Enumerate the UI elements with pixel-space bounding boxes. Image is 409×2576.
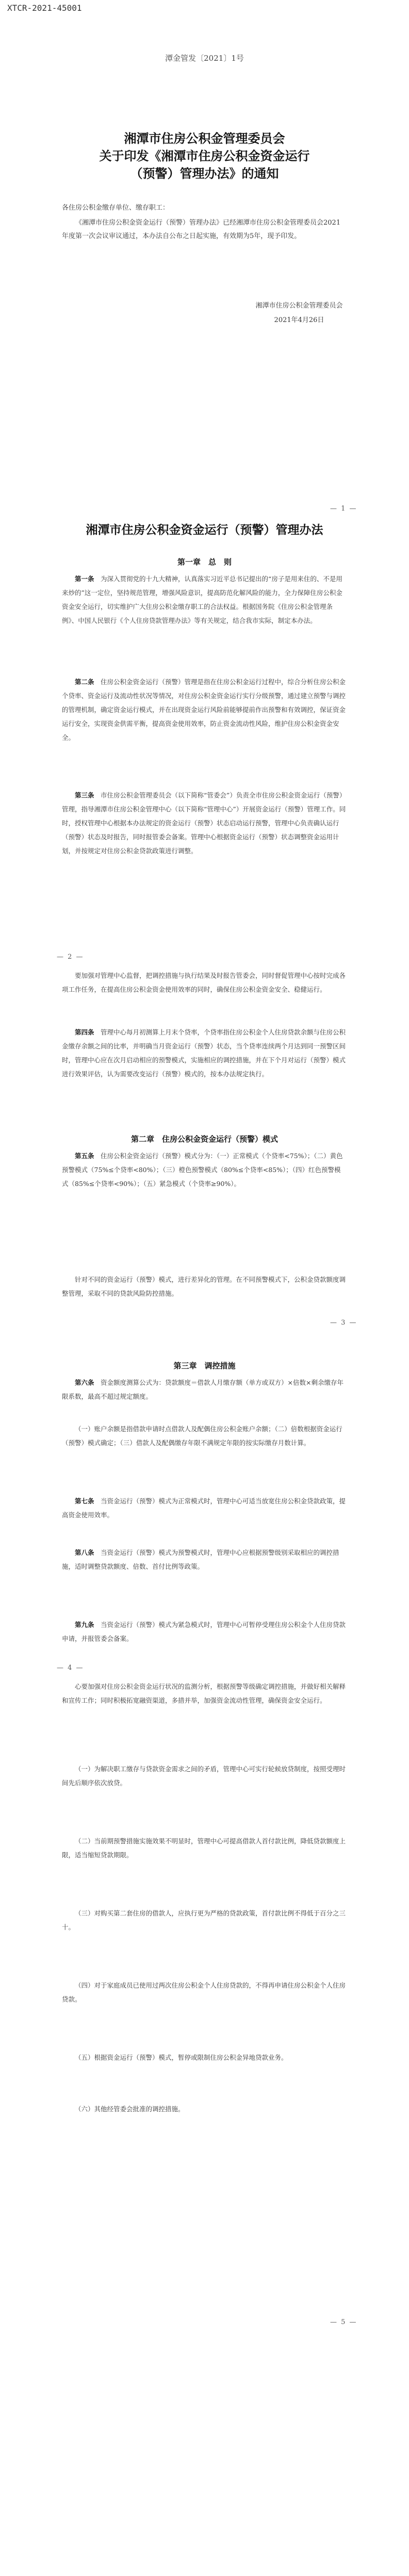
article [62,1762,347,1790]
act-title: 湘潭市住房公积金资金运行（预警）管理办法 [86,523,323,537]
article [62,1025,347,1081]
article-text: 资金额度测算公式为：贷款额度＝借款人月缴存额（单方或双方）×倍数×剩余缴存年限系数，最高不超过规定额度。 [62,1379,343,1400]
article [62,1834,347,1862]
article-text: 针对不同的资金运行（预警）模式，进行差异化的管理。在不同预警模式下，公积金贷款额度调整管理，采取不同的贷款风险防控措施。 [62,1276,346,1297]
article-label: 第三条 [75,791,94,799]
page-number: — 1 — [330,505,357,513]
article [62,1149,347,1191]
article-text: 管理中心每月初测算上月末个贷率，个贷率指住房公积金个人住房贷款余额与住房公积金缴存余额之间的比率，并明确当月资金运行（预警）状态，当个贷率连续两个月达到同一预警区间时，管理中心应在次月启动相应的预警模式，实施相应的调控措施，并在下个月对运行（预警）模式进行效果评估，认为需要改变运行（预警）模式的，按本办法规定执行。 [62,1028,346,1078]
article-text: 为深入贯彻党的十九大精神，认真落实习近平总书记提出的“房子是用来住的、不是用来炒的”这一定位，坚持规范管理，增强风险意识，提高防范化解风险的能力，全力保障住房公积金资金安全运行，切实维护广大住房公积金缴存职工的合法权益。根据国务院《住房公积金管理条例》、中国人民银行《个人住房贷款管理办法》等有关规定，结合我市实际，制定本办法。 [62,575,342,624]
chapter-heading: 第三章 调控措施 [173,1361,236,1370]
chapter-heading: 第一章 总 则 [177,557,232,567]
notice-title-line: 关于印发《湘潭市住房公积金资金运行 [99,149,310,163]
article-text: （六）其他经管委会批准的调控措施。 [75,2105,185,2113]
page-number: — 4 — [57,1664,84,1672]
notice-title-line: （预警）管理办法》的通知 [130,166,279,181]
article-text: （一）为解决职工缴存与贷款资金需求之间的矛盾，管理中心可实行轮候放贷制度，按照受理时间先后顺序依次放贷。 [62,1765,346,1787]
article [62,1680,347,1707]
document-tag: XTCR-2021-45001 [7,3,82,13]
article-label: 第一条 [75,575,94,583]
document-number: 潭金管发〔2021〕1号 [165,54,244,63]
article-text: 当资金运行（预警）模式为正常模式时，管理中心可适当放宽住房公积金贷款政策，提高资金使用效率。 [62,1497,346,1519]
article-text: 市住房公积金管理委员会（以下简称“管委会”）负责全市住房公积金资金运行（预警）管理，指导湘潭市住房公积金管理中心（以下简称“管理中心”）开展资金运行（预警）管理工作。同时，授权管理中心根据本办法规定的资金运行（预警）状态启动运行预警，管理中心负责确认运行（预警）状态及时报告，同时报管委会备案。管理中心根据资金运行（预警）状态调整资金运用计划，并按规定对住房公积金贷款政策进行调整。 [62,791,346,855]
notice-title-line: 湘潭市住房公积金管理委员会 [124,131,285,146]
article-text: 住房公积金资金运行（预警）模式分为：（一）正常模式（个贷率<75%）；（二）黄色预警模式（75%≤个贷率<80%）；（三）橙色预警模式（80%≤个贷率<85%）；（四）红色预警模式（85%≤个贷率<90%）；（五）紧急模式（个贷率≥90%）。 [62,1152,343,1188]
article [62,1546,347,1573]
notice-title [0,130,409,182]
article-label: 第九条 [75,1621,94,1629]
article-text: （四）对于家庭成员已使用过两次住房公积金个人住房贷款的，不得再申请住房公积金个人住房贷款。 [62,1981,346,2003]
article-text: 当资金运行（预警）模式为预警模式时，管理中心应根据预警级别采取相应的调控措施，适时调整贷款额度、倍数、首付比例等政策。 [62,1549,339,1570]
signature-date: 2021年4月26日 [274,316,324,324]
article [62,572,347,628]
article-label: 第二条 [75,678,94,686]
article [62,788,347,858]
article [62,1906,347,1934]
notice-body: 《湘潭市住房公积金资金运行（预警）管理办法》已经湘潭市住房公积金管理委员会2021年度第一次会议审议通过，本办法自公布之日起实施，有效期为5年，现予印发。 [62,219,341,240]
article-label: 第四条 [75,1028,94,1036]
addressee: 各住房公积金缴存单位、缴存职工： [62,204,170,212]
article [62,1376,347,1403]
article [62,1978,347,2006]
page-number: — 3 — [330,1319,357,1327]
article [62,1422,347,1450]
article-text: 住房公积金资金运行（预警）管理是指在住房公积金运行过程中，综合分析住房公积金个贷率、资金运行及流动性状况等情况，对住房公积金资金运行实行分级预警，通过建立预警与调控的管理机制，确定资金运行模式，并在出现资金运行风险前能够提前作出预警和有效调控，保证资金运行安全，实现资金供需平衡，提高资金使用效率，防止资金流动性风险，维护住房公积金资金安全。 [62,678,346,741]
article-label: 第五条 [75,1152,94,1160]
article-text: 当资金运行（预警）模式为紧急模式时，管理中心可暂停受理住房公积金个人住房贷款申请，并报管委会备案。 [62,1621,346,1642]
page-number: — 5 — [330,2318,357,2326]
article-text: 要加强对管理中心监督，把调控措施与执行结果及时报告管委会，同时督促管理中心按时完成各项工作任务，在提高住房公积金资金使用效率的同时，确保住房公积金资金安全、稳健运行。 [62,972,346,993]
article [62,1494,347,1522]
signature-org: 湘潭市住房公积金管理委员会 [255,302,343,310]
article [62,1618,347,1646]
article-text: （二）当前期预警措施实施效果不明显时，管理中心可提高借款人首付款比例，降低贷款额度上限，适当缩短贷款期限。 [62,1837,346,1859]
article [62,675,347,744]
article [62,2050,347,2064]
page-number: — 2 — [57,953,84,961]
article-label: 第七条 [75,1497,94,1505]
article-text: 心要加强对住房公积金资金运行状况的监测分析，根据预警等级确定调控措施，并做好相关解释和宣传工作；同时积极拓宽融资渠道，多措并举，加强资金流动性管理，确保资金安全运行。 [62,1683,346,1704]
article [62,969,347,996]
article-label: 第八条 [75,1549,94,1556]
article-text: （三）对购买第二套住房的借款人，应执行更为严格的贷款政策，首付款比例不得低于百分之三十。 [62,1909,346,1931]
signature-block [242,299,356,328]
article-text: （一）账户余额是指借款申请时点借款人及配偶住房公积金账户余额；（二）倍数根据资金运行（预警）模式确定；（三）借款人及配偶缴存年限不满规定年限的按实际缴存月数计算。 [62,1425,342,1447]
article-label: 第六条 [75,1379,94,1386]
chapter-heading: 第二章 住房公积金资金运行（预警）模式 [130,1134,278,1144]
article-text: （五）根据资金运行（预警）模式，暂停或限制住房公积金异地贷款业务。 [75,2054,288,2061]
article [62,1273,347,1300]
article [62,2102,347,2116]
